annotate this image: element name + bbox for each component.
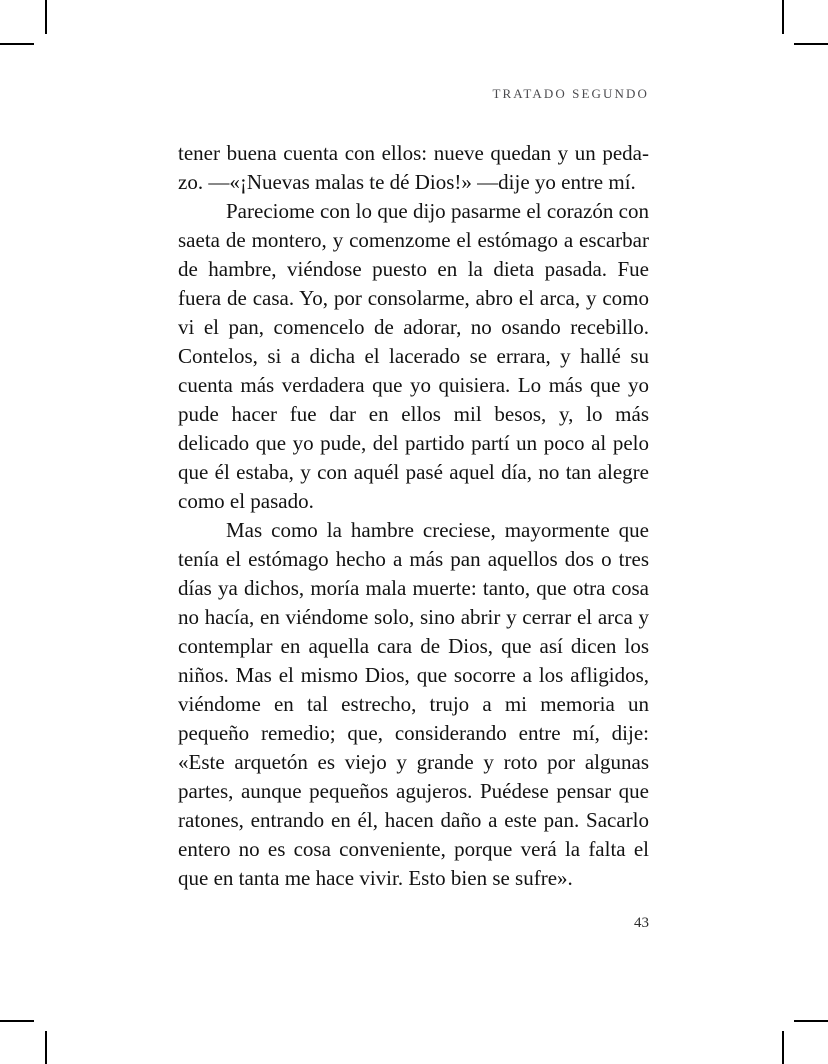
paragraph: Pareciome con lo que dijo pasarme el corazón con saeta de montero, y comenzome el estómago a escarbar de hambre, viéndose puesto en la dieta pasada. Fue fuera de casa. Yo, por consolarme, abro el arca, y como vi el pan, comencelo de adorar, no osando recebillo. Contelos, si a dicha el lacerado se errara, y hallé su cuenta más verdadera que yo quisiera. Lo más que yo pude hacer fue dar en ellos mil besos, y, lo más delicado que yo pude, del partido partí un poco al pelo que él estaba, y con aquél pasé aquel día, no tan alegre como el pasado. bbox=[178, 199, 649, 513]
paragraph: Mas como la hambre creciese, mayormente que tenía el estómago hecho a más pan aquellos dos o tres días ya dichos, moría mala muerte: tanto, que otra cosa no hacía, en viéndome solo, sino abrir y cerrar el arca y contemplar en aquella cara de Dios, que así dicen los niños. Mas el mismo Dios, que socorre a los afligidos, viéndome en tal estrecho, trujo a mi memoria un pequeño remedio; que, considerando entre mí, dije: «Este arquetón es viejo y grande y roto por algunas partes, aunque pequeños agujeros. Puédese pensar que ratones, entrando en él, hacen daño a este pan. Sacarlo entero no es cosa conveniente, porque verá la falta el que en tanta me hace vivir. Esto bien se sufre». bbox=[178, 518, 649, 890]
crop-mark-top-right-vertical bbox=[782, 0, 784, 34]
crop-mark-top-right-horizontal bbox=[794, 43, 828, 45]
crop-mark-top-left-horizontal bbox=[0, 43, 34, 45]
crop-mark-bottom-left-horizontal bbox=[0, 1020, 34, 1022]
body-text-block bbox=[178, 139, 649, 893]
page-number: 43 bbox=[634, 915, 649, 931]
paragraph: tener buena cuenta con ellos: nueve quedan y un pedazo. —«¡Nuevas malas te dé Dios!» —dije yo entre mí. bbox=[178, 141, 649, 194]
crop-mark-bottom-left-vertical bbox=[45, 1031, 47, 1064]
crop-mark-top-left-vertical bbox=[45, 0, 47, 34]
running-head: TRATADO SEGUNDO bbox=[492, 86, 649, 101]
crop-mark-bottom-right-horizontal bbox=[794, 1020, 828, 1022]
crop-mark-bottom-right-vertical bbox=[782, 1031, 784, 1064]
